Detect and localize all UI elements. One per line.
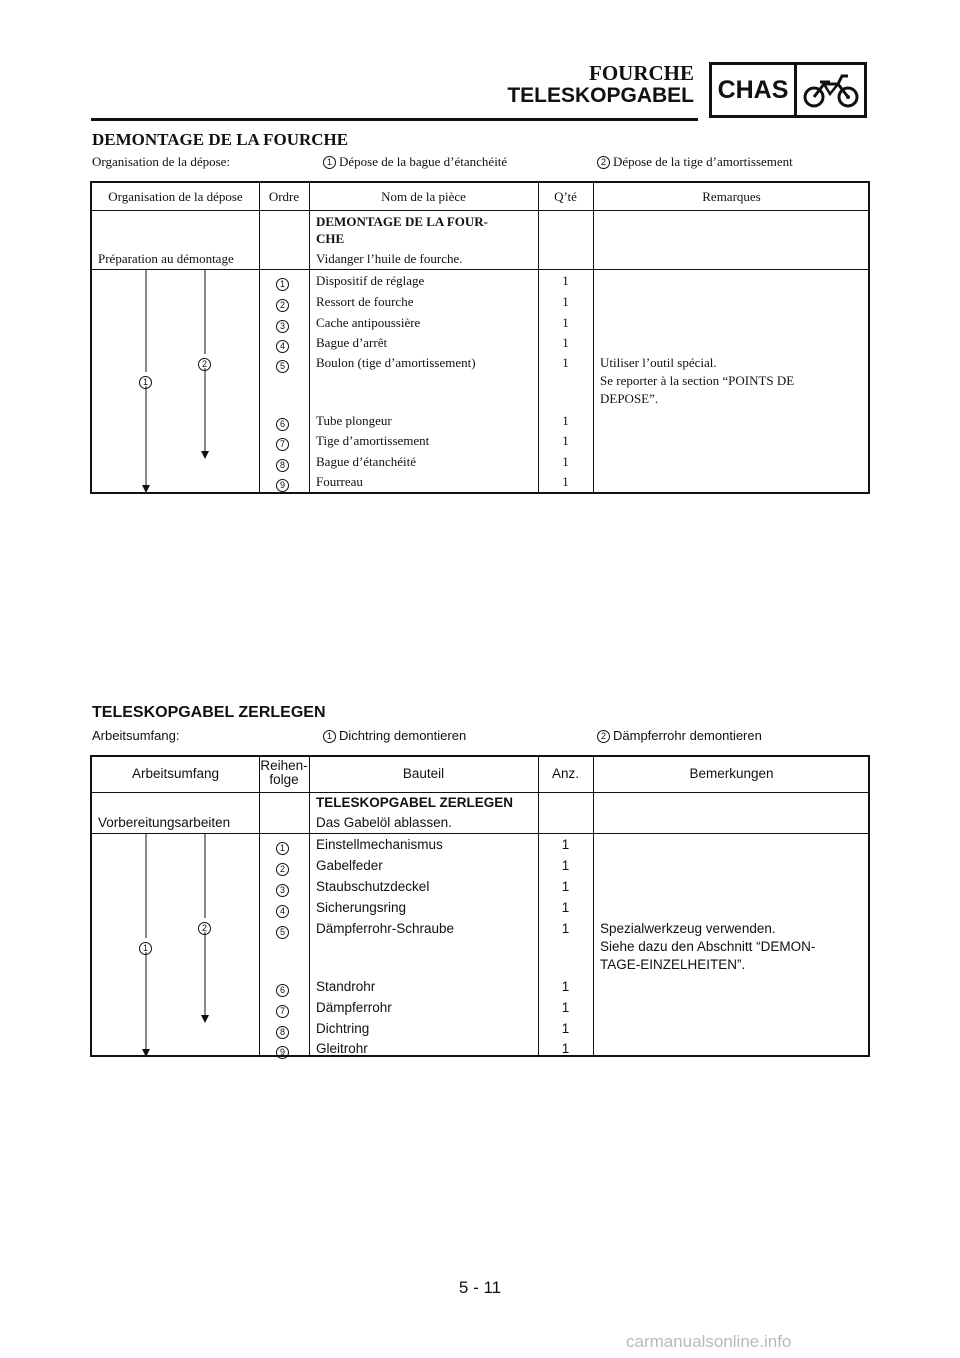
row-qty: 1 <box>561 879 570 894</box>
prep-label: Vorbereitungsarbeiten <box>98 815 231 830</box>
col-header: Reihen- <box>260 758 308 773</box>
prep-note: Das Gabelöl ablassen. <box>316 815 452 830</box>
row-qty: 1 <box>561 1021 570 1036</box>
row-order: 4 <box>276 337 292 355</box>
row-qty: 1 <box>561 1041 570 1056</box>
row-part: Boulon (tige d’amortissement) <box>316 355 476 370</box>
col-header: Organisation de la dépose <box>108 189 243 204</box>
row-qty: 1 <box>561 921 570 936</box>
row-order: 1 <box>276 839 292 857</box>
row-part: Bague d’étanchéité <box>316 454 416 469</box>
row-order: 2 <box>276 860 292 878</box>
row-order: 5 <box>276 357 292 375</box>
header-rule <box>91 118 698 121</box>
row-order: 3 <box>276 881 292 899</box>
org-label-fr: Organisation de la dépose: <box>92 154 231 169</box>
arrow-label: 2 <box>198 355 214 373</box>
col-header: Bemerkungen <box>689 766 774 781</box>
sequence-arrows <box>92 757 259 1059</box>
motorcycle-icon <box>797 65 864 115</box>
row-part: Einstellmechanismus <box>316 837 443 852</box>
row-order: 9 <box>276 1043 292 1061</box>
row-part: Dämpferrohr-Schraube <box>316 921 455 936</box>
row-part: Gleitrohr <box>316 1041 368 1056</box>
prep-heading: TELESKOPGABEL ZERLEGEN <box>316 795 514 810</box>
row-qty: 1 <box>562 335 569 350</box>
disassembly-table-de <box>90 755 870 1057</box>
section-title-fr: DEMONTAGE DE LA FOURCHE <box>92 130 349 149</box>
section-code: CHAS <box>712 65 797 115</box>
row-part: Fourreau <box>316 474 363 489</box>
section-title-de: TELESKOPGABEL ZERLEGEN <box>92 704 326 721</box>
col-header: Arbeitsumfang <box>131 766 220 781</box>
row-order: 7 <box>276 435 292 453</box>
row-part: Tube plongeur <box>316 413 392 428</box>
row-qty: 1 <box>562 474 569 489</box>
section-badge <box>709 62 867 118</box>
prep-heading: DEMONTAGE DE LA FOUR- <box>316 214 489 229</box>
row-qty: 1 <box>561 979 570 994</box>
row-qty: 1 <box>562 273 569 288</box>
row-qty: 1 <box>562 433 569 448</box>
row-part: Dichtring <box>316 1021 370 1036</box>
org-item-fr-1: 1 Dépose de la bague d’étanchéité <box>323 154 507 170</box>
row-qty: 1 <box>562 413 569 428</box>
arrow-label: 1 <box>139 939 155 957</box>
org-item-de-2: 2 Dämpferrohr demontieren <box>597 728 762 743</box>
row-remark: TAGE-EINZELHEITEN”. <box>600 957 746 972</box>
row-order: 6 <box>276 981 292 999</box>
row-remark: Siehe dazu den Abschnitt “DEMON- <box>600 939 816 954</box>
row-qty: 1 <box>561 837 570 852</box>
row-qty: 1 <box>561 858 570 873</box>
header-title-de: TELESKOPGABEL <box>507 84 694 107</box>
col-header: Bauteil <box>402 766 445 781</box>
row-part: Gabelfeder <box>316 858 383 873</box>
col-header: Nom de la pièce <box>381 189 466 204</box>
row-part: Staubschutzdeckel <box>316 879 430 894</box>
row-part: Bague d’arrêt <box>316 335 388 350</box>
row-remark: Se reporter à la section “POINTS DE <box>600 373 795 388</box>
row-order: 5 <box>276 923 292 941</box>
row-order: 2 <box>276 296 292 314</box>
col-header: Ordre <box>268 189 300 204</box>
row-part: Tige d’amortissement <box>316 433 430 448</box>
col-header-cont: folge <box>269 772 299 787</box>
col-header: Q’té <box>554 189 577 204</box>
arrow-label: 2 <box>198 919 214 937</box>
row-remark: Spezialwerkzeug verwenden. <box>600 921 776 936</box>
row-order: 6 <box>276 415 292 433</box>
row-order: 4 <box>276 902 292 920</box>
page-number: 5 - 11 <box>458 1278 502 1297</box>
row-part: Dämpferrohr <box>316 1000 392 1015</box>
row-qty: 1 <box>562 315 569 330</box>
org-item-de-1: 1 Dichtring demontieren <box>323 728 466 743</box>
row-qty: 1 <box>562 294 569 309</box>
row-remark: DEPOSE”. <box>600 391 659 406</box>
disassembly-table-fr <box>90 181 870 494</box>
row-qty: 1 <box>561 1000 570 1015</box>
org-item-fr-2: 2 Dépose de la tige d’amortissement <box>597 154 793 170</box>
col-header: Anz. <box>551 766 579 781</box>
row-part: Ressort de fourche <box>316 294 414 309</box>
row-order: 9 <box>276 476 292 494</box>
row-part: Dispositif de réglage <box>316 273 425 288</box>
row-qty: 1 <box>562 454 569 469</box>
sequence-arrows <box>92 183 259 496</box>
row-order: 7 <box>276 1002 292 1020</box>
prep-heading-cont: CHE <box>316 231 345 246</box>
row-order: 3 <box>276 317 292 335</box>
row-remark: Utiliser l’outil spécial. <box>600 355 717 370</box>
row-part: Sicherungsring <box>316 900 407 915</box>
row-qty: 1 <box>562 355 569 370</box>
prep-label: Préparation au démontage <box>98 251 234 266</box>
col-header: Remarques <box>702 189 761 204</box>
prep-note: Vidanger l’huile de fourche. <box>316 251 463 266</box>
arrow-label: 1 <box>139 373 155 391</box>
org-label-de: Arbeitsumfang: <box>92 728 180 743</box>
row-part: Cache antipoussière <box>316 315 421 330</box>
header-title-fr: FOURCHE <box>589 61 694 85</box>
watermark: carmanualsonline.info <box>626 1332 792 1351</box>
row-order: 8 <box>276 1023 292 1041</box>
row-qty: 1 <box>561 900 570 915</box>
row-order: 8 <box>276 456 292 474</box>
row-order: 1 <box>276 275 292 293</box>
row-part: Standrohr <box>316 979 376 994</box>
